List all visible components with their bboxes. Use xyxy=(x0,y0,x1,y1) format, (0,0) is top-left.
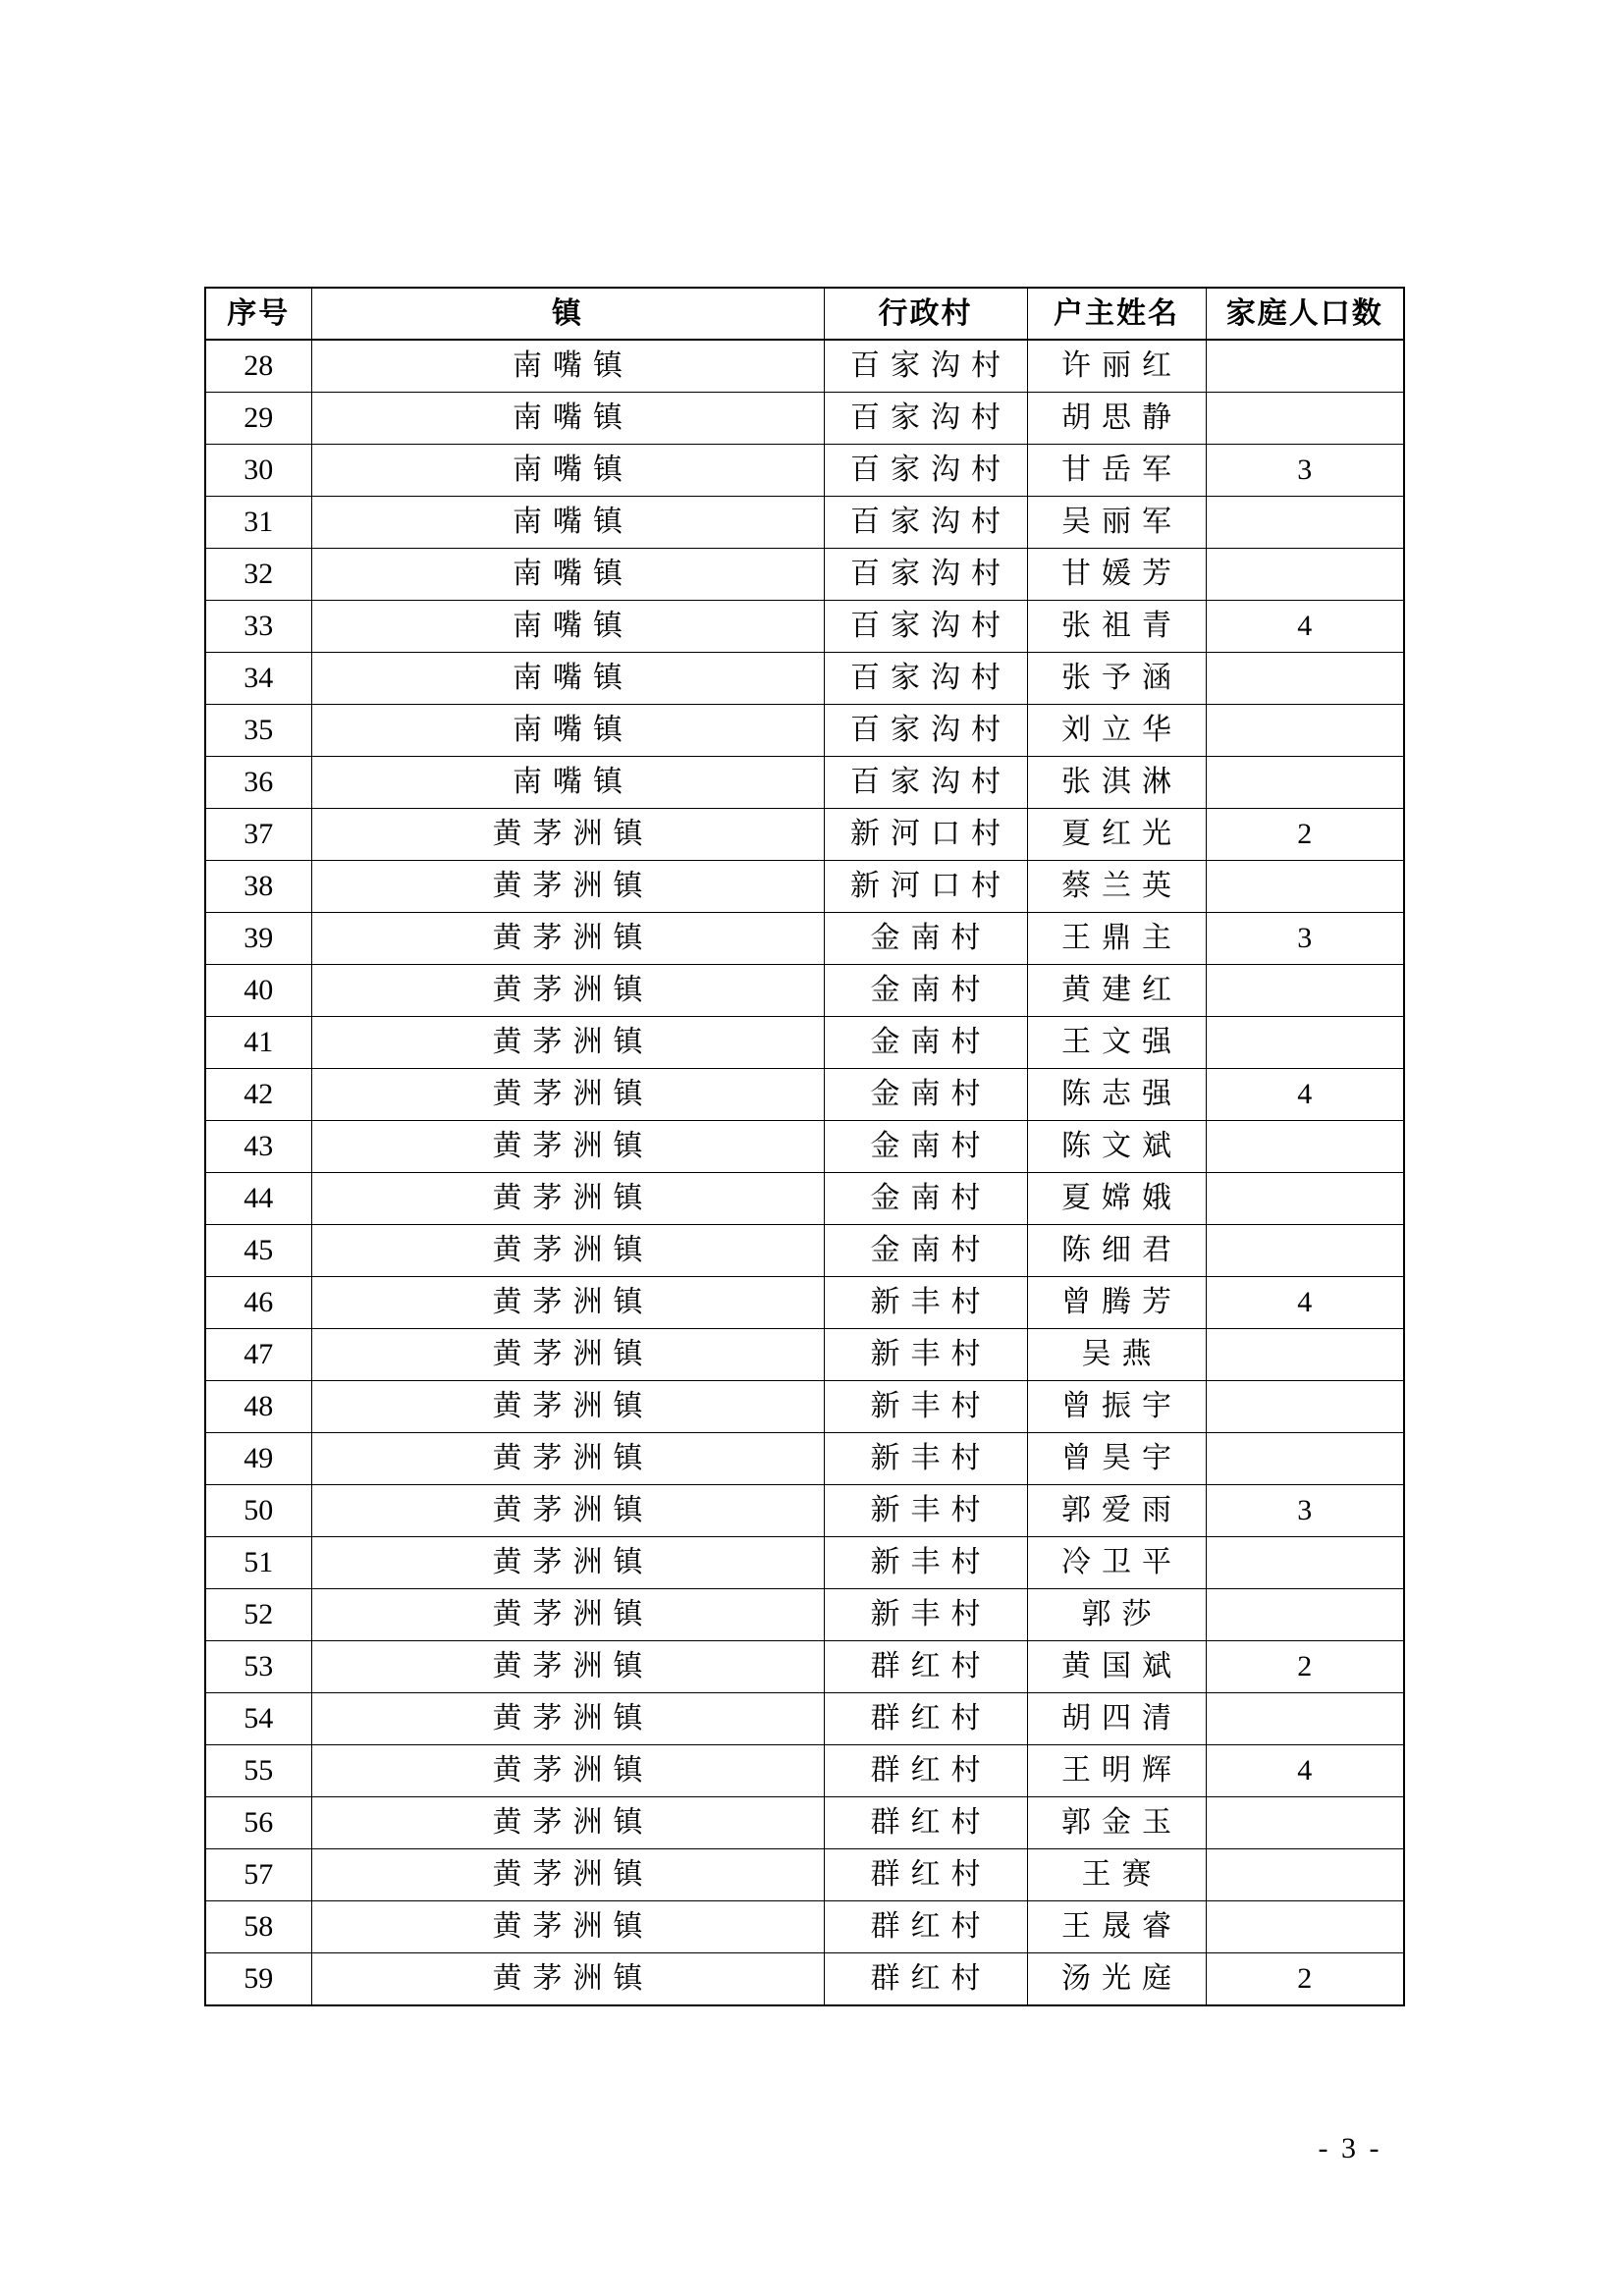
cell-family-size xyxy=(1206,1433,1404,1485)
cell-village: 金南村 xyxy=(824,1225,1027,1277)
cell-index: 43 xyxy=(205,1121,311,1173)
cell-village: 百家沟村 xyxy=(824,445,1027,497)
table-row xyxy=(205,1693,1404,1745)
cell-index: 46 xyxy=(205,1277,311,1329)
cell-family-size xyxy=(1206,861,1404,913)
table-row xyxy=(205,1537,1404,1589)
table-row xyxy=(205,861,1404,913)
cell-index: 55 xyxy=(205,1745,311,1797)
cell-head-name: 黄建红 xyxy=(1027,965,1206,1017)
cell-index: 44 xyxy=(205,1173,311,1225)
cell-family-size xyxy=(1206,1849,1404,1901)
cell-town: 黄茅洲镇 xyxy=(311,1849,824,1901)
cell-family-size: 3 xyxy=(1206,1485,1404,1537)
cell-head-name: 汤光庭 xyxy=(1027,1953,1206,2006)
cell-head-name: 吴燕 xyxy=(1027,1329,1206,1381)
table-row xyxy=(205,965,1404,1017)
table-row xyxy=(205,1017,1404,1069)
cell-head-name: 张祖青 xyxy=(1027,601,1206,653)
cell-family-size xyxy=(1206,340,1404,393)
cell-town: 黄茅洲镇 xyxy=(311,1433,824,1485)
cell-index: 37 xyxy=(205,809,311,861)
cell-town: 南嘴镇 xyxy=(311,757,824,809)
cell-index: 40 xyxy=(205,965,311,1017)
cell-index: 30 xyxy=(205,445,311,497)
cell-index: 59 xyxy=(205,1953,311,2006)
cell-family-size xyxy=(1206,497,1404,549)
cell-town: 黄茅洲镇 xyxy=(311,1173,824,1225)
cell-index: 53 xyxy=(205,1641,311,1693)
cell-index: 50 xyxy=(205,1485,311,1537)
cell-head-name: 蔡兰英 xyxy=(1027,861,1206,913)
cell-head-name: 甘媛芳 xyxy=(1027,549,1206,601)
cell-family-size xyxy=(1206,1017,1404,1069)
cell-index: 54 xyxy=(205,1693,311,1745)
cell-index: 42 xyxy=(205,1069,311,1121)
cell-family-size: 4 xyxy=(1206,1745,1404,1797)
cell-village: 百家沟村 xyxy=(824,340,1027,393)
cell-village: 新丰村 xyxy=(824,1485,1027,1537)
cell-family-size xyxy=(1206,1537,1404,1589)
cell-family-size: 2 xyxy=(1206,809,1404,861)
cell-index: 57 xyxy=(205,1849,311,1901)
cell-index: 38 xyxy=(205,861,311,913)
cell-village: 新丰村 xyxy=(824,1329,1027,1381)
cell-index: 36 xyxy=(205,757,311,809)
household-roster-table xyxy=(204,287,1405,2006)
cell-village: 群红村 xyxy=(824,1797,1027,1849)
cell-family-size xyxy=(1206,1589,1404,1641)
table-row xyxy=(205,1433,1404,1485)
table-row xyxy=(205,757,1404,809)
cell-village: 百家沟村 xyxy=(824,601,1027,653)
table-row xyxy=(205,601,1404,653)
table-row xyxy=(205,1589,1404,1641)
table-row xyxy=(205,1381,1404,1433)
cell-head-name: 胡四清 xyxy=(1027,1693,1206,1745)
cell-family-size: 4 xyxy=(1206,601,1404,653)
cell-village: 金南村 xyxy=(824,1121,1027,1173)
header-row xyxy=(205,288,1404,340)
cell-family-size: 3 xyxy=(1206,913,1404,965)
table-row xyxy=(205,393,1404,445)
cell-head-name: 王文强 xyxy=(1027,1017,1206,1069)
cell-index: 29 xyxy=(205,393,311,445)
cell-family-size xyxy=(1206,1797,1404,1849)
cell-family-size xyxy=(1206,965,1404,1017)
cell-village: 金南村 xyxy=(824,1069,1027,1121)
cell-head-name: 陈细君 xyxy=(1027,1225,1206,1277)
cell-family-size: 2 xyxy=(1206,1953,1404,2006)
cell-index: 49 xyxy=(205,1433,311,1485)
header-cell-index: 序号 xyxy=(205,288,311,340)
cell-village: 群红村 xyxy=(824,1901,1027,1953)
cell-head-name: 甘岳军 xyxy=(1027,445,1206,497)
cell-village: 百家沟村 xyxy=(824,705,1027,757)
cell-village: 新河口村 xyxy=(824,861,1027,913)
cell-family-size: 4 xyxy=(1206,1277,1404,1329)
cell-family-size xyxy=(1206,393,1404,445)
cell-index: 32 xyxy=(205,549,311,601)
cell-family-size xyxy=(1206,653,1404,705)
page-number: - 3 - xyxy=(1318,2132,1382,2164)
cell-town: 南嘴镇 xyxy=(311,549,824,601)
cell-family-size xyxy=(1206,1173,1404,1225)
cell-head-name: 夏红光 xyxy=(1027,809,1206,861)
cell-town: 南嘴镇 xyxy=(311,340,824,393)
cell-town: 南嘴镇 xyxy=(311,393,824,445)
cell-head-name: 张淇淋 xyxy=(1027,757,1206,809)
table-row xyxy=(205,1225,1404,1277)
cell-town: 黄茅洲镇 xyxy=(311,1589,824,1641)
cell-town: 黄茅洲镇 xyxy=(311,1381,824,1433)
cell-head-name: 郭爱雨 xyxy=(1027,1485,1206,1537)
cell-town: 黄茅洲镇 xyxy=(311,1485,824,1537)
cell-head-name: 夏嫦娥 xyxy=(1027,1173,1206,1225)
cell-town: 黄茅洲镇 xyxy=(311,1277,824,1329)
cell-index: 35 xyxy=(205,705,311,757)
table-row xyxy=(205,1953,1404,2006)
cell-head-name: 曾腾芳 xyxy=(1027,1277,1206,1329)
cell-head-name: 黄国斌 xyxy=(1027,1641,1206,1693)
cell-village: 新丰村 xyxy=(824,1277,1027,1329)
cell-town: 南嘴镇 xyxy=(311,601,824,653)
table-row xyxy=(205,1329,1404,1381)
cell-town: 黄茅洲镇 xyxy=(311,1641,824,1693)
cell-village: 金南村 xyxy=(824,965,1027,1017)
cell-village: 群红村 xyxy=(824,1953,1027,2006)
cell-village: 百家沟村 xyxy=(824,757,1027,809)
cell-family-size: 2 xyxy=(1206,1641,1404,1693)
header-cell-town: 镇 xyxy=(311,288,824,340)
cell-village: 百家沟村 xyxy=(824,497,1027,549)
cell-family-size xyxy=(1206,757,1404,809)
table-row xyxy=(205,497,1404,549)
table-row xyxy=(205,1849,1404,1901)
cell-village: 百家沟村 xyxy=(824,653,1027,705)
cell-family-size: 3 xyxy=(1206,445,1404,497)
table-row xyxy=(205,705,1404,757)
cell-head-name: 王晟睿 xyxy=(1027,1901,1206,1953)
cell-town: 黄茅洲镇 xyxy=(311,1225,824,1277)
table-row xyxy=(205,1069,1404,1121)
cell-index: 52 xyxy=(205,1589,311,1641)
cell-head-name: 曾振宇 xyxy=(1027,1381,1206,1433)
table-body xyxy=(205,340,1404,2005)
table-row xyxy=(205,913,1404,965)
cell-town: 黄茅洲镇 xyxy=(311,1901,824,1953)
table-row xyxy=(205,1277,1404,1329)
cell-family-size xyxy=(1206,1225,1404,1277)
table-row xyxy=(205,653,1404,705)
cell-town: 南嘴镇 xyxy=(311,653,824,705)
cell-index: 47 xyxy=(205,1329,311,1381)
cell-town: 黄茅洲镇 xyxy=(311,1069,824,1121)
cell-index: 45 xyxy=(205,1225,311,1277)
cell-head-name: 吴丽军 xyxy=(1027,497,1206,549)
cell-village: 新丰村 xyxy=(824,1589,1027,1641)
cell-village: 新丰村 xyxy=(824,1433,1027,1485)
table-row xyxy=(205,340,1404,393)
cell-village: 金南村 xyxy=(824,1173,1027,1225)
cell-head-name: 陈文斌 xyxy=(1027,1121,1206,1173)
table-row xyxy=(205,809,1404,861)
cell-head-name: 胡思静 xyxy=(1027,393,1206,445)
cell-head-name: 王赛 xyxy=(1027,1849,1206,1901)
cell-town: 黄茅洲镇 xyxy=(311,965,824,1017)
cell-index: 41 xyxy=(205,1017,311,1069)
header-cell-family-size: 家庭人口数 xyxy=(1206,288,1404,340)
cell-head-name: 许丽红 xyxy=(1027,340,1206,393)
cell-town: 黄茅洲镇 xyxy=(311,1017,824,1069)
cell-index: 28 xyxy=(205,340,311,393)
table-row xyxy=(205,1745,1404,1797)
cell-town: 黄茅洲镇 xyxy=(311,1797,824,1849)
cell-village: 群红村 xyxy=(824,1693,1027,1745)
cell-index: 31 xyxy=(205,497,311,549)
cell-village: 群红村 xyxy=(824,1849,1027,1901)
cell-index: 58 xyxy=(205,1901,311,1953)
cell-family-size xyxy=(1206,1901,1404,1953)
cell-head-name: 刘立华 xyxy=(1027,705,1206,757)
cell-town: 黄茅洲镇 xyxy=(311,1329,824,1381)
header-cell-village: 行政村 xyxy=(824,288,1027,340)
table-row xyxy=(205,1901,1404,1953)
cell-town: 黄茅洲镇 xyxy=(311,1537,824,1589)
cell-town: 南嘴镇 xyxy=(311,705,824,757)
cell-index: 39 xyxy=(205,913,311,965)
cell-head-name: 王明辉 xyxy=(1027,1745,1206,1797)
cell-town: 南嘴镇 xyxy=(311,445,824,497)
cell-head-name: 郭金玉 xyxy=(1027,1797,1206,1849)
cell-head-name: 郭莎 xyxy=(1027,1589,1206,1641)
cell-head-name: 王鼎主 xyxy=(1027,913,1206,965)
cell-village: 新丰村 xyxy=(824,1537,1027,1589)
cell-village: 百家沟村 xyxy=(824,393,1027,445)
table-row xyxy=(205,1173,1404,1225)
cell-town: 南嘴镇 xyxy=(311,497,824,549)
cell-village: 群红村 xyxy=(824,1641,1027,1693)
cell-index: 34 xyxy=(205,653,311,705)
cell-town: 黄茅洲镇 xyxy=(311,1693,824,1745)
cell-village: 百家沟村 xyxy=(824,549,1027,601)
cell-head-name: 张予涵 xyxy=(1027,653,1206,705)
cell-family-size xyxy=(1206,1381,1404,1433)
cell-town: 黄茅洲镇 xyxy=(311,1745,824,1797)
cell-family-size xyxy=(1206,705,1404,757)
cell-index: 51 xyxy=(205,1537,311,1589)
cell-head-name: 陈志强 xyxy=(1027,1069,1206,1121)
cell-index: 56 xyxy=(205,1797,311,1849)
cell-town: 黄茅洲镇 xyxy=(311,913,824,965)
cell-town: 黄茅洲镇 xyxy=(311,1953,824,2006)
cell-town: 黄茅洲镇 xyxy=(311,1121,824,1173)
table-row xyxy=(205,445,1404,497)
table-row xyxy=(205,1121,1404,1173)
cell-family-size xyxy=(1206,549,1404,601)
cell-village: 金南村 xyxy=(824,1017,1027,1069)
cell-village: 金南村 xyxy=(824,913,1027,965)
cell-village: 群红村 xyxy=(824,1745,1027,1797)
table-row xyxy=(205,1485,1404,1537)
cell-family-size: 4 xyxy=(1206,1069,1404,1121)
table-row xyxy=(205,549,1404,601)
cell-family-size xyxy=(1206,1329,1404,1381)
table-row xyxy=(205,1641,1404,1693)
table-row xyxy=(205,1797,1404,1849)
cell-family-size xyxy=(1206,1121,1404,1173)
cell-index: 33 xyxy=(205,601,311,653)
cell-village: 新丰村 xyxy=(824,1381,1027,1433)
cell-head-name: 冷卫平 xyxy=(1027,1537,1206,1589)
cell-village: 新河口村 xyxy=(824,809,1027,861)
cell-town: 黄茅洲镇 xyxy=(311,809,824,861)
cell-town: 黄茅洲镇 xyxy=(311,861,824,913)
cell-head-name: 曾昊宇 xyxy=(1027,1433,1206,1485)
cell-index: 48 xyxy=(205,1381,311,1433)
header-cell-head-name: 户主姓名 xyxy=(1027,288,1206,340)
cell-family-size xyxy=(1206,1693,1404,1745)
